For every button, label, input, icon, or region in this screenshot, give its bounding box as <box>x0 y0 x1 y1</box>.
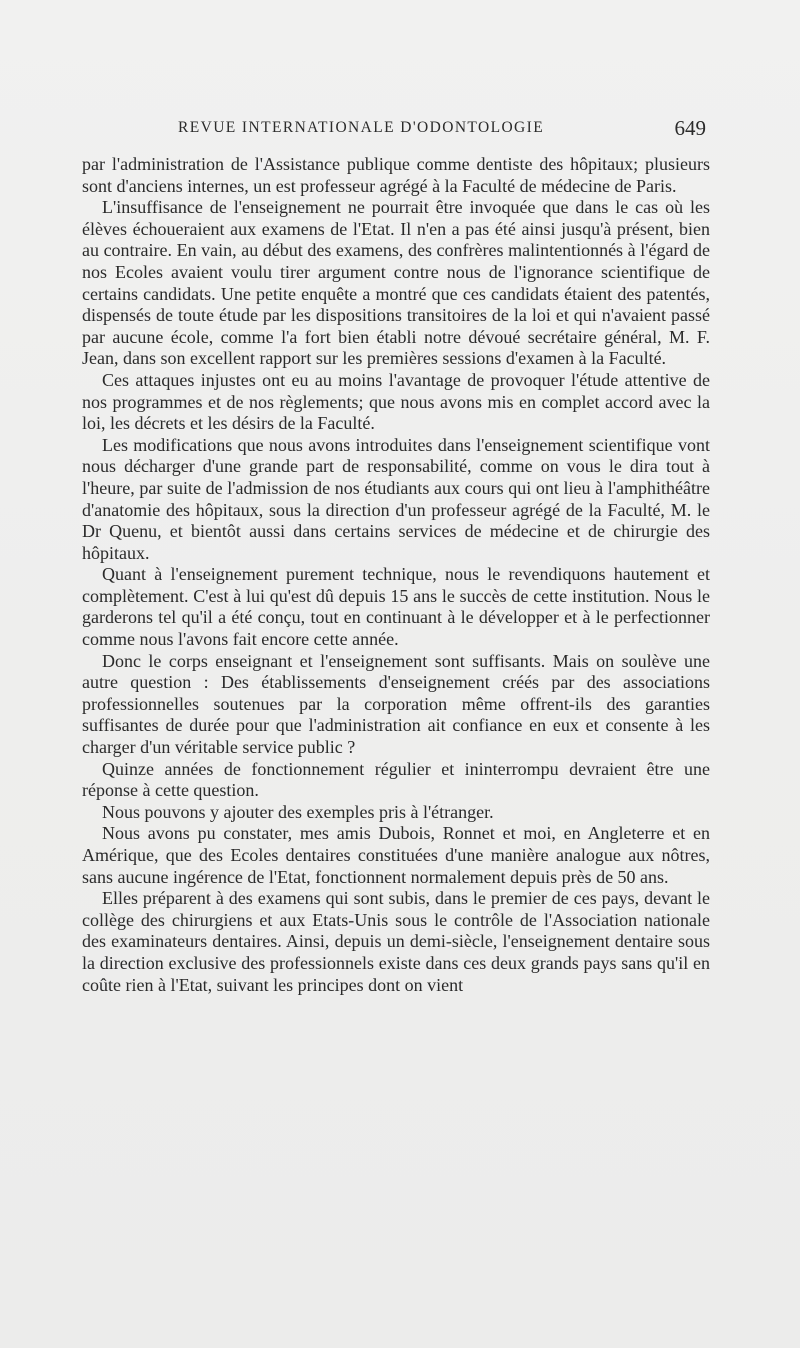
paragraph: Ces attaques injustes ont eu au moins l'avantage de provoquer l'étude attentive de nos programmes et de nos règlements; que nous avons mis en complet accord avec la loi, les décrets et les désirs de la Faculté. <box>82 369 710 434</box>
paragraph: Donc le corps enseignant et l'enseignement sont suffisants. Mais on soulève une autre question : Des établissements d'enseignement créés par des associations professionnelles soutenues par la corporation même offrent-ils des garanties suffisantes de durée pour que l'administration ait confiance en eux et consente à les charger d'un véritable service public ? <box>82 650 710 758</box>
running-header <box>90 116 706 143</box>
paragraph-continued: par l'administration de l'Assistance publique comme dentiste des hôpitaux; plusieurs sont d'anciens internes, un est professeur agrégé à la Faculté de médecine de Paris. <box>82 154 710 196</box>
paragraph: Quant à l'enseignement purement technique, nous le revendiquons hautement et complètement. C'est à lui qu'est dû depuis 15 ans le succès de cette institution. Nous le garderons tel qu'il a été conçu, tout en continuant à le développer et à le perfectionner comme nous l'avons fait encore cette année. <box>82 564 710 650</box>
paragraph: Nous pouvons y ajouter des exemples pris à l'étranger. <box>102 801 494 822</box>
page-number: 649 <box>674 116 706 140</box>
paragraph: Quinze années de fonctionnement régulier et ininterrompu devraient être une réponse à cette question. <box>82 758 710 801</box>
paragraph: L'insuffisance de l'enseignement ne pourrait être invoquée que dans le cas où les élèves échoueraient aux examens de l'Etat. Il n'en a pas été ainsi jusqu'à présent, bien au contraire. En vain, au début des examens, des confrères malintentionnés à l'égard de nos Ecoles avaient voulu tirer argument contre nous de l'ignorance scientifique de certains candidats. Une petite enquête a montré que ces candidats étaient des patentés, dispensés de toute étude par les dispositions transitoires de la loi et qui n'avaient passé par aucune école, comme l'a fort bien établi notre dévoué secrétaire général, M. F. Jean, dans son excellent rapport sur les premières sessions d'examen à la Faculté. <box>82 197 710 369</box>
body-text <box>82 154 710 996</box>
paragraph: Les modifications que nous avons introduites dans l'enseignement scientifique vont nous décharger d'une grande part de responsabilité, comme on vous le dira tout à l'heure, par suite de l'admission de nos étudiants aux cours qui ont lieu à l'amphithéâtre d'anatomie des hôpitaux, sous la direction d'un professeur agrégé de la Faculté, M. le Dr Quenu, et bientôt aussi dans certains services de médecine et de chirurgie des hôpitaux. <box>82 434 710 563</box>
paragraph: Elles préparent à des examens qui sont subis, dans le premier de ces pays, devant le collège des chirurgiens et aux Etats-Unis sous le contrôle de l'Association nationale des examinateurs dentaires. Ainsi, depuis un demi-siècle, l'enseignement dentaire sous la direction exclusive des professionnels existe dans ces deux grands pays sans qu'il en coûte rien à l'Etat, suivant les principes dont on vient <box>82 888 710 995</box>
paragraph: Nous avons pu constater, mes amis Dubois, Ronnet et moi, en Angleterre et en Amérique, que des Ecoles dentaires constituées d'une manière analogue aux nôtres, sans aucune ingérence de l'Etat, fonctionnent normalement depuis près de 50 ans. <box>82 823 710 887</box>
running-title: REVUE INTERNATIONALE D'ODONTOLOGIE <box>178 119 545 136</box>
